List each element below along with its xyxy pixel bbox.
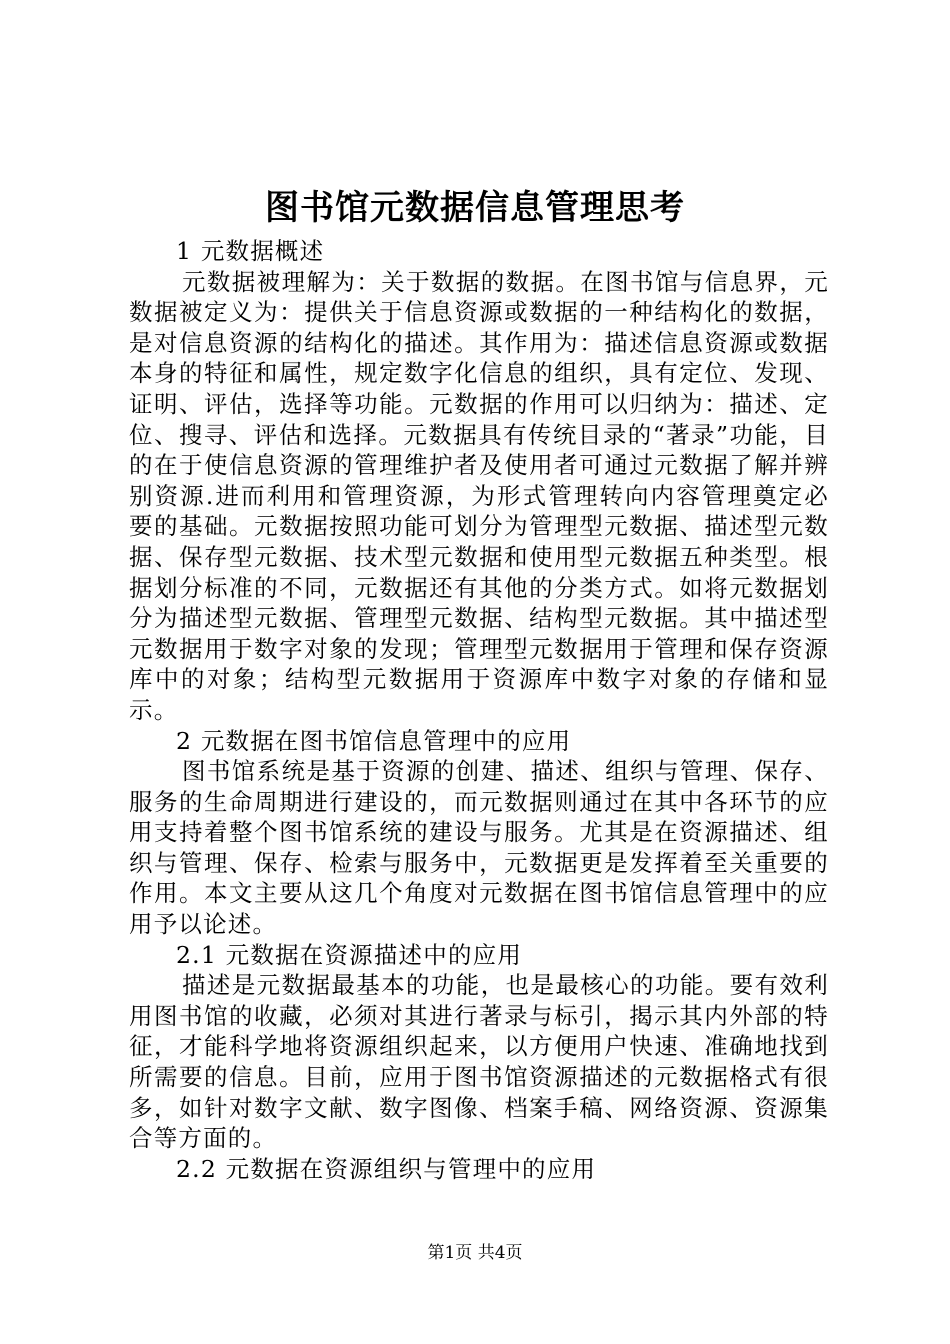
section-heading-2-1: 2.1 元数据在资源描述中的应用 [176, 940, 523, 969]
page-footer: 第1页 共4页 [427, 1243, 523, 1263]
section-paragraph-2-1: 描述是元数据最基本的功能，也是最核心的功能。要有效利用图书馆的收藏，必须对其进行著录与标引，揭示其内外部的特征，才能科学地将资源组织起来，以方便用户快速、准确地找到所需要的信息。目前，应用于图书馆资源描述的元数据格式有很多，如针对数字文献、数字图像、档案手稿、网络资源、资源集合等方面的。 [129, 971, 829, 1153]
section-heading-2-2: 2.2 元数据在资源组织与管理中的应用 [176, 1154, 597, 1183]
section-paragraph-2: 图书馆系统是基于资源的创建、描述、组织与管理、保存、服务的生命周期进行建设的，而元数据则通过在其中各环节的应用支持着整个图书馆系统的建设与服务。尤其是在资源描述、组织与管理、保存、检索与服务中，元数据更是发挥着至关重要的作用。本文主要从这几个角度对元数据在图书馆信息管理中的应用予以论述。 [129, 757, 829, 939]
document-body [129, 236, 829, 1184]
document-title: 图书馆元数据信息管理思考 [265, 188, 685, 228]
section-heading-2: 2 元数据在图书馆信息管理中的应用 [176, 726, 572, 755]
section-paragraph-1: 元数据被理解为：关于数据的数据。在图书馆与信息界，元数据被定义为：提供关于信息资源或数据的一种结构化的数据，是对信息资源的结构化的描述。其作用为：描述信息资源或数据本身的特征和属性，规定数字化信息的组织，具有定位、发现、证明、评估，选择等功能。元数据的作用可以归纳为：描述、定位、搜寻、评估和选择。元数据具有传统目录的“著录”功能，目的在于使信息资源的管理维护者及使用者可通过元数据了解并辨别资源.进而利用和管理资源，为形式管理转向内容管理奠定必要的基础。元数据按照功能可划分为管理型元数据、描述型元数据、保存型元数据、技术型元数据和使用型元数据五种类型。根据划分标准的不同，元数据还有其他的分类方式。如将元数据划分为描述型元数据、管理型元数据、结构型元数据。其中描述型元数据用于数字对象的发现；管理型元数据用于管理和保存资源库中的对象；结构型元数据用于资源库中数字对象的存储和显示。 [129, 267, 829, 724]
section-heading-1: 1 元数据概述 [176, 237, 325, 265]
